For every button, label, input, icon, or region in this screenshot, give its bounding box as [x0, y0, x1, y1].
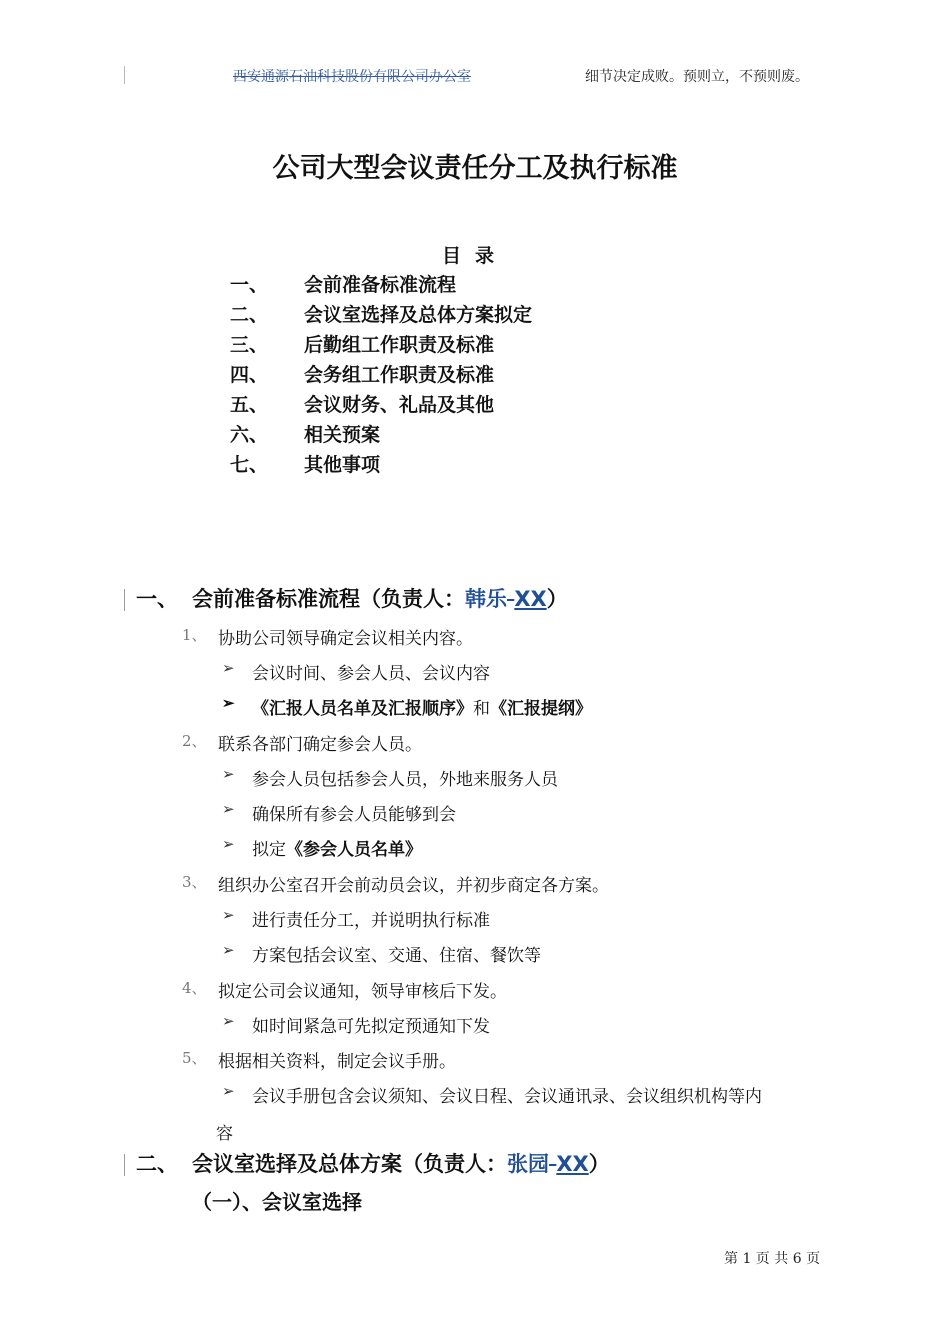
document-ref: 《汇报人员名单及汇报顺序》: [252, 699, 473, 719]
list-item-number: 1、: [182, 626, 207, 644]
toc-item[interactable]: [230, 300, 532, 330]
section-title: [192, 1148, 610, 1178]
conjunction: 和: [473, 699, 490, 719]
bullet-text: 会议时间、参会人员、会议内容: [252, 664, 490, 684]
bullet-text: 确保所有参会人员能够到会: [252, 805, 456, 825]
list-item-text: 拟定公司会议通知，领导审核后下发。: [218, 982, 507, 1002]
toc-heading: 目录: [441, 245, 508, 267]
section-title-label: 会议室选择及总体方案（负责人：: [192, 1152, 507, 1176]
toc-item[interactable]: [230, 360, 532, 390]
toc-item[interactable]: [230, 330, 532, 360]
section-title: [192, 583, 568, 613]
toc-item-number: 七、: [230, 454, 269, 476]
bullet-text: [252, 694, 592, 719]
list-item-number: 5、: [182, 1049, 207, 1067]
toc-item[interactable]: [230, 270, 532, 300]
toc-item-label: 会议室选择及总体方案拟定: [304, 304, 533, 326]
toc-item-number: 四、: [230, 364, 269, 386]
bullet-text: 进行责任分工，并说明执行标准: [252, 911, 490, 931]
bullet-text: 方案包括会议室、交通、住宿、餐饮等: [252, 946, 541, 966]
section-number: 二、: [136, 1152, 178, 1176]
toc-item[interactable]: [230, 450, 532, 480]
responsible-placeholder: XX: [556, 1152, 589, 1176]
arrow-bullet-icon: ➢: [222, 835, 235, 853]
section-title-close: ）: [546, 587, 568, 611]
toc-item-label: 其他事项: [304, 454, 381, 476]
page-footer: 第 1 页 共 6 页: [724, 1251, 821, 1267]
bullet-text: 会议手册包含会议须知、会议日程、会议通讯录、会议组织机构等内: [252, 1087, 762, 1107]
header-company: 西安通源石油科技股份有限公司办公室: [233, 69, 471, 85]
toc-item[interactable]: [230, 390, 532, 420]
bullet-text: [252, 835, 422, 860]
list-item-number: 2、: [182, 732, 207, 750]
toc-item[interactable]: [230, 420, 532, 450]
section-heading-2: [0, 1146, 950, 1182]
list-item-text: 协助公司领导确定会议相关内容。: [218, 629, 473, 649]
list-item-number: 3、: [182, 873, 207, 891]
toc-item-number: 二、: [230, 304, 269, 326]
section-heading-1: [0, 581, 950, 617]
subsection-heading: （一）、会议室选择: [192, 1190, 362, 1214]
toc-item-number: 一、: [230, 274, 269, 296]
list-item-text: 联系各部门确定参会人员。: [218, 735, 422, 755]
bullet-text: 参会人员包括参会人员，外地来服务人员: [252, 770, 558, 790]
arrow-bullet-icon: ➢: [222, 765, 235, 783]
arrow-bullet-icon: ➢: [222, 941, 235, 959]
section-margin-mark: [124, 1154, 125, 1176]
toc-item-label: 会务组工作职责及标准: [304, 364, 495, 386]
bullet-text: 如时间紧急可先拟定预通知下发: [252, 1017, 490, 1037]
header-motto: 细节决定成败。预则立，不预则废。: [585, 69, 809, 85]
toc-item-label: 后勤组工作职责及标准: [304, 334, 495, 356]
arrow-bullet-icon: ➢: [222, 694, 235, 712]
toc-item-number: 五、: [230, 394, 269, 416]
document-ref: 《参会人员名单》: [286, 840, 422, 860]
document-title: 公司大型会议责任分工及执行标准: [272, 153, 678, 184]
section-margin-mark: [124, 589, 125, 611]
section-title-close: ）: [588, 1152, 610, 1176]
table-of-contents: [230, 270, 532, 480]
document-ref: 《汇报提纲》: [490, 699, 592, 719]
bullet-text-continuation: 容: [216, 1124, 233, 1144]
toc-item-number: 六、: [230, 424, 269, 446]
responsible-placeholder: XX: [514, 587, 547, 611]
arrow-bullet-icon: ➢: [222, 800, 235, 818]
arrow-bullet-icon: ➢: [222, 659, 235, 677]
arrow-bullet-icon: ➢: [222, 1082, 235, 1100]
responsible-person: 韩乐: [465, 587, 507, 611]
list-item-text: 组织办公室召开会前动员会议，并初步商定各方案。: [218, 876, 609, 896]
toc-item-number: 三、: [230, 334, 269, 356]
section-title-label: 会前准备标准流程（负责人：: [192, 587, 465, 611]
toc-item-label: 相关预案: [304, 424, 381, 446]
arrow-bullet-icon: ➢: [222, 1012, 235, 1030]
toc-item-label: 会议财务、礼品及其他: [304, 394, 495, 416]
list-item-number: 4、: [182, 979, 207, 997]
section-number: 一、: [136, 587, 178, 611]
responsible-person: 张园: [507, 1152, 549, 1176]
header-margin-mark: [124, 66, 125, 84]
bullet-text-prefix: 拟定: [252, 840, 286, 860]
list-item-text: 根据相关资料，制定会议手册。: [218, 1052, 456, 1072]
toc-item-label: 会前准备标准流程: [304, 274, 457, 296]
arrow-bullet-icon: ➢: [222, 906, 235, 924]
